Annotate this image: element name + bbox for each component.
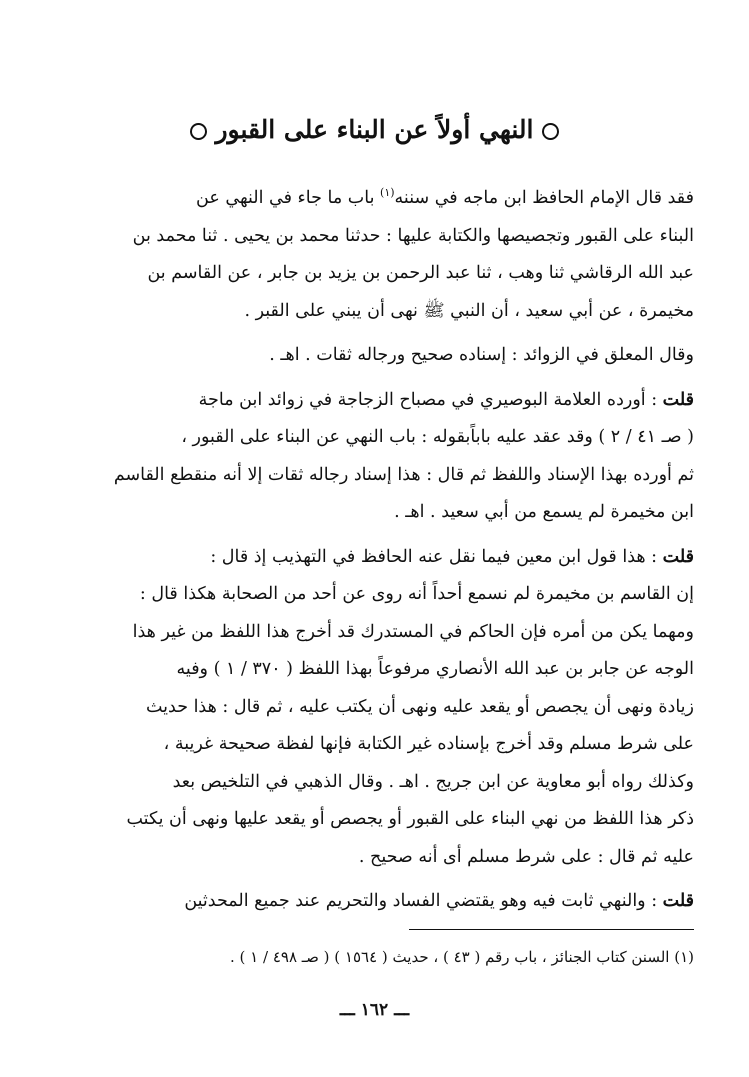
paragraph-zawaid (54, 337, 694, 375)
text-line: ذكر هذا اللفظ من نهي البناء على القبور أو يجصص أو يقعد عليها ونهى أن يكتب (126, 809, 694, 829)
text-line: زيادة ونهى أن يجصص أو يقعد عليه ونهى أن يكتب عليه ، ثم قال : هذا حديث (145, 696, 694, 717)
footnote-divider (409, 929, 694, 930)
text-line: ( صـ ٤١ / ٢ ) وقد عقد عليه باباًبقوله : باب النهي عن البناء على القبور ، (181, 427, 694, 447)
section-heading (0, 112, 749, 148)
page-number: ـــ ١٦٢ ـــ (339, 1000, 410, 1020)
qult-label: قلت (662, 389, 694, 410)
text-line: ثم أورده بهذا الإسناد واللفظ ثم قال : هذا إسناد رجاله ثقات إلا أنه منقطع القاسم (113, 464, 694, 485)
text-line: على شرط مسلم وقد أخرج بإسناده غير الكتابة فإنها لفظة صحيحة غريبة ، (163, 734, 694, 754)
paragraph-busiri (54, 382, 694, 532)
text-span: : أورده العلامة البوصيري في مصباح الزجاجة في زوائد ابن ماجة (198, 389, 663, 410)
text-line (54, 539, 694, 577)
paragraph-ibn-majah (54, 180, 694, 330)
text-span: : والنهي ثابت فيه وهو يقتضي الفساد والتحريم عند جميع المحدثين (184, 891, 663, 911)
heading-text: النهي أولاً عن البناء على القبور (215, 115, 534, 144)
text-line: البناء على القبور وتجصيصها والكتابة عليها : حدثنا محمد بن يحيى . ثنا محمد بن (132, 225, 694, 246)
footnote: (١) السنن كتاب الجنائز ، باب رقم ( ٤٣ ) ، حديث ( ١٥٦٤ ) ( صـ ٤٩٨ / ١ ) . (230, 948, 694, 966)
text-line (54, 180, 694, 218)
circle-ornament-left (190, 123, 207, 140)
circle-ornament-right (542, 123, 559, 140)
text-line: عبد الله الرقاشي ثنا وهب ، ثنا عبد الرحمن بن يزيد بن جابر ، عن القاسم بن (147, 263, 694, 283)
text-line: وكذلك رواه أبو معاوية عن ابن جريج . اهـ . وقال الذهبي في التلخيص بعد (172, 771, 694, 792)
paragraph-ibn-main (54, 539, 694, 877)
text-line: إن القاسم بن مخيمرة لم نسمع أحداً أنه روى عن أحد من الصحابة هكذا قال : (139, 584, 694, 604)
text-line: عليه ثم قال : على شرط مسلم أى أنه صحيح . (358, 846, 694, 867)
qult-label: قلت (662, 546, 694, 567)
footnote-marker: (١) (380, 186, 395, 200)
text-line: مخيمرة ، عن أبي سعيد ، أن النبي ﷺ نهى أن يبني على القبر . (244, 300, 694, 321)
qult-label: قلت (662, 891, 694, 911)
text-line: ومهما يكن من أمره فإن الحاكم في المستدرك قد أخرج هذا اللفظ من غير هذا (132, 621, 694, 642)
text-line: ابن مخيمرة لم يسمع من أبي سعيد . اهـ . (394, 502, 694, 522)
text-line: الوجه عن جابر بن عبد الله الأنصاري مرفوعاً بهذا اللفظ ( ٣٧٠ / ١ ) وفيه (176, 659, 694, 679)
text-line: وقال المعلق في الزوائد : إسناده صحيح ورجاله ثقات . اهـ . (269, 345, 694, 365)
paragraph-conclusion (54, 883, 694, 921)
body-text (54, 180, 694, 921)
text-line (54, 382, 694, 420)
text-span: : هذا قول ابن معين فيما نقل عنه الحافظ في التهذيب إذ قال : (210, 546, 663, 567)
text-span: باب ما جاء في النهي عن (196, 188, 381, 208)
text-line (54, 883, 694, 921)
text-span: فقد قال الإمام الحافظ ابن ماجه في سننه (394, 188, 694, 208)
